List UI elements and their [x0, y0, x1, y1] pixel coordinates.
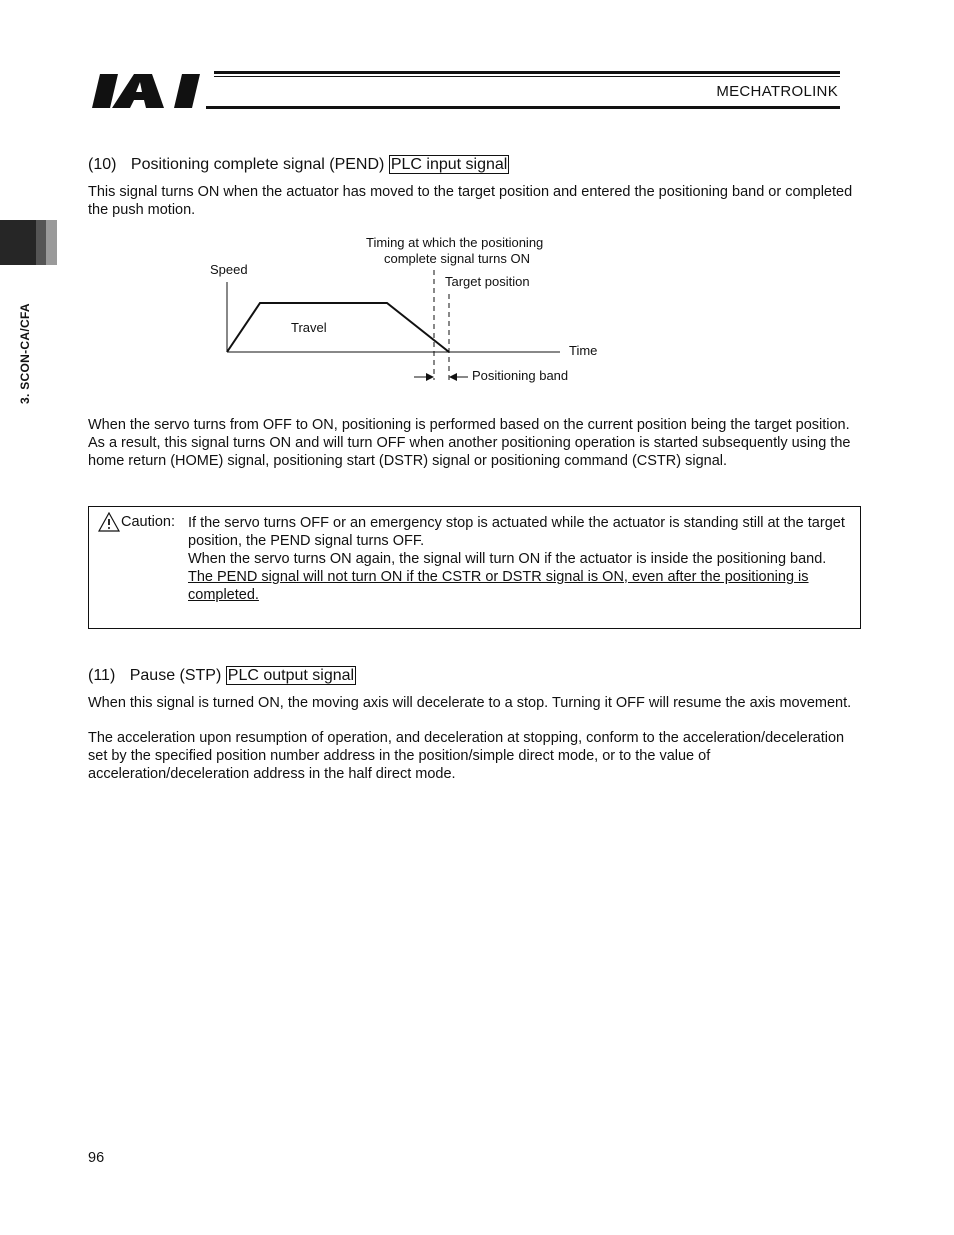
chapter-tab-light	[46, 220, 57, 265]
chapter-side-label: 3. SCON-CA/CFA	[18, 303, 32, 404]
iai-logo	[90, 66, 210, 114]
chapter-tab-mid	[36, 220, 46, 265]
header-rule-thin	[214, 76, 840, 77]
warning-icon	[98, 512, 120, 532]
speed-label: Speed	[210, 262, 248, 277]
caution-line-3: The PEND signal will not turn ON if the CSTR or DSTR signal is ON, even after the positioning is completed.	[188, 569, 809, 603]
caution-line-1: If the servo turns OFF or an emergency stop is actuated while the actuator is standing still at the target position, the PEND signal turns OFF.	[188, 515, 845, 549]
section-10-number: (10)	[88, 156, 117, 173]
header-rule-top	[214, 71, 840, 74]
page-number: 96	[88, 1150, 105, 1166]
caution-label: Caution:	[121, 514, 176, 530]
chapter-tab-dark	[0, 220, 36, 265]
section-11-heading	[88, 667, 356, 685]
caution-line-2: When the servo turns ON again, the signal will turn ON if the actuator is inside the positioning band.	[188, 551, 827, 567]
header-title: MECHATROLINK	[716, 83, 838, 100]
timing-label-line2: complete signal turns ON	[384, 251, 530, 266]
timing-label-line1: Timing at which the positioning	[366, 235, 544, 250]
section-11-para1: When this signal is turned ON, the moving axis will decelerate to a stop. Turning it OFF will resume the axis movement.	[88, 695, 852, 711]
section-10-body: When the servo turns from OFF to ON, positioning is performed based on the current position being the target position. As a result, this signal turns ON and will turn OFF when another positioning operation is started subsequently using the home return (HOME) signal, positioning start (DSTR) signal or positioning command (CSTR) signal.	[88, 417, 851, 469]
travel-label: Travel	[291, 320, 327, 335]
section-10-heading	[88, 156, 509, 174]
section-11-tag: PLC output signal	[227, 667, 355, 684]
section-10-tag: PLC input signal	[390, 156, 508, 173]
section-10-intro: This signal turns ON when the actuator has moved to the target position and entered the positioning band or completed the push motion.	[88, 184, 853, 218]
section-11-number: (11)	[88, 667, 116, 684]
positioning-band-label: Positioning band	[472, 368, 569, 383]
time-label: Time	[569, 343, 598, 358]
caution-text	[188, 514, 856, 604]
header-rule-bottom	[206, 106, 840, 109]
section-11-para2: The acceleration upon resumption of operation, and deceleration at stopping, conform to the acceleration/deceleration set by the specified position number address in the position/simple direct mode, or to the value of acceleration/deceleration address in the half direct mode.	[88, 730, 845, 782]
target-position-label: Target position	[445, 274, 530, 289]
speed-profile	[227, 303, 449, 352]
section-10-title: Positioning complete signal (PEND)	[130, 156, 385, 173]
positioning-diagram	[200, 230, 620, 390]
section-11-title: Pause (STP)	[129, 667, 222, 684]
